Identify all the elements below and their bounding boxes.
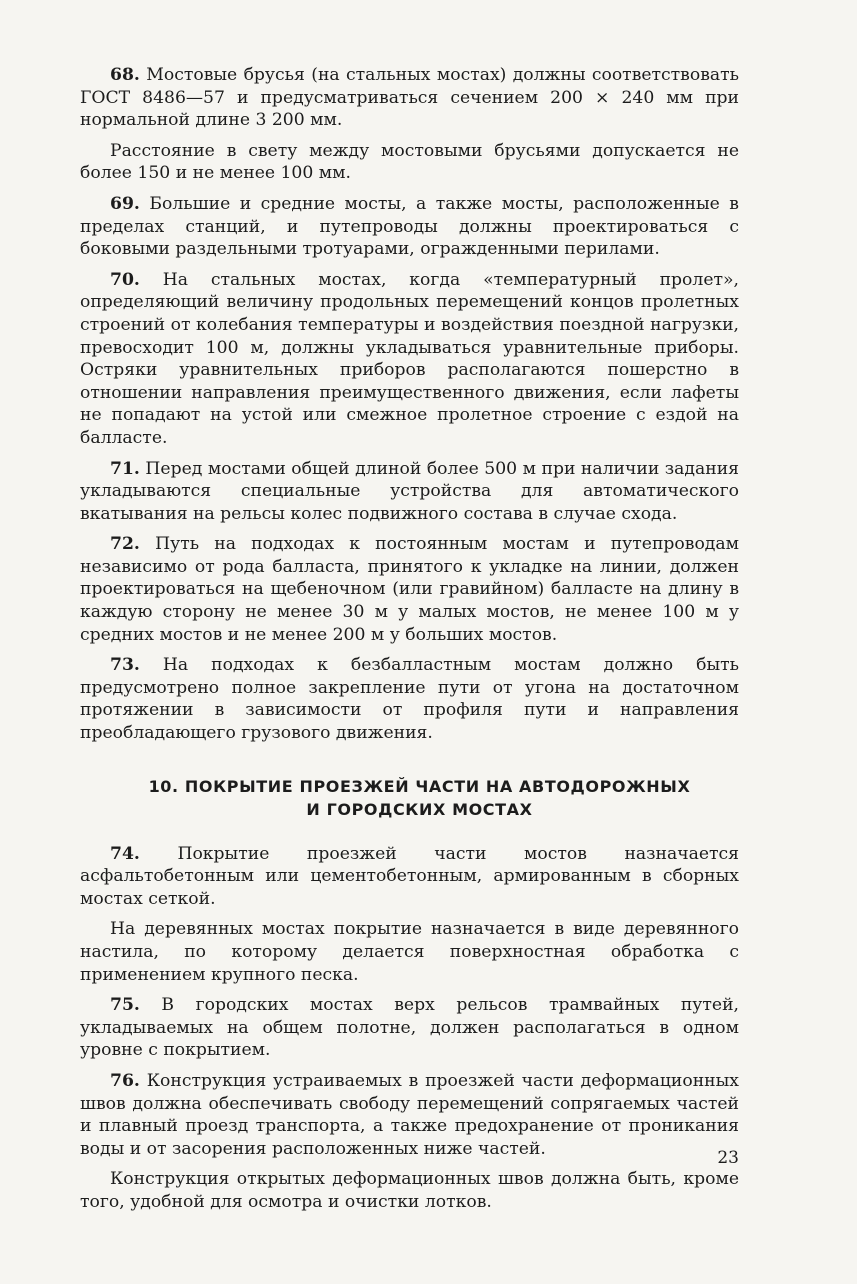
paragraph-text: Покрытие проезжей части мостов назначается асфальтобетонным или цементобетонным, армированным в сборных мостах сеткой. — [80, 843, 739, 909]
paragraph-text: Конструкция открытых деформационных швов должна быть, кроме того, удобной для осмотра и очистки лотков. — [80, 1169, 739, 1212]
paragraph-text: Перед мостами общей длиной более 500 м при наличии задания укладываются специальные устройства для автоматического вкатывания на рельсы колес подвижного состава в случае схода. — [80, 458, 739, 524]
section-heading-line-2: И ГОРОДСКИХ МОСТАХ — [306, 799, 533, 819]
paragraph-74 — [80, 843, 739, 911]
paragraph-text: Мостовые брусья (на стальных мостах) должны соответствовать ГОСТ 8486—57 и предусматриваться сечением 200 × 240 мм при нормальной длине 3 200 мм. — [80, 65, 739, 131]
section-top — [80, 64, 739, 745]
paragraph-number: 69. — [110, 193, 140, 214]
paragraph-text: Конструкция устраиваемых в проезжей части деформационных швов должна обеспечивать свободу перемещений сопрягаемых частей и плавный проезд транспорта, а также предохранение от проникания воды и от засорения расположенных ниже частей. — [80, 1070, 739, 1159]
section-heading — [80, 775, 739, 821]
paragraph-68 — [80, 64, 739, 132]
paragraph-69 — [80, 193, 739, 261]
paragraph-number: 74. — [110, 843, 140, 864]
paragraph-text: На стальных мостах, когда «температурный пролет», определяющий величину продольных перемещений концов пролетных строений от колебания температуры и воздействия поездной нагрузки, превосходит 100 м, должны укладываться уравнительные приборы. Остряки уравнительных приборов располагаются пошерстно в отношении направления преимущественного движения, если лафеты не попадают на устой или смежное пролетное строение с ездой на балласте. — [80, 269, 739, 448]
paragraph-number: 75. — [110, 995, 140, 1016]
paragraph-76-continued — [80, 1168, 739, 1213]
paragraph-number: 72. — [110, 534, 140, 555]
section-heading-line-1: 10. ПОКРЫТИЕ ПРОЕЗЖЕЙ ЧАСТИ НА АВТОДОРОЖНЫХ — [148, 776, 691, 796]
page-number: 23 — [717, 1148, 739, 1168]
paragraph-number: 70. — [110, 269, 140, 290]
paragraph-70 — [80, 269, 739, 450]
paragraph-number: 76. — [110, 1070, 140, 1091]
paragraph-75 — [80, 994, 739, 1062]
paragraph-text: Путь на подходах к постоянным мостам и путепроводам независимо от рода балласта, принятого к укладке на линии, должен проектироваться на щебеночном (или гравийном) балласте на длину в каждую сторону не менее 30 м у малых мостов, не менее 100 м у средних мостов и не менее 200 м у больших мостов. — [80, 534, 739, 645]
paragraph-73 — [80, 654, 739, 744]
paragraph-text: Расстояние в свету между мостовыми брусьями допускается не более 150 и не менее 100 мм. — [80, 140, 739, 184]
section-bottom — [80, 843, 739, 1214]
paragraph-74-continued — [80, 918, 739, 986]
paragraph-68-continued — [80, 140, 739, 185]
paragraph-number: 68. — [110, 65, 140, 85]
paragraph-number: 73. — [110, 655, 140, 676]
paragraph-71 — [80, 458, 739, 526]
paragraph-text: На подходах к безбалластным мостам должно быть предусмотрено полное закрепление пути от угона на достаточном протяжении в зависимости от профиля пути и направления преобладающего грузового движения. — [80, 655, 739, 744]
paragraph-number: 71. — [110, 458, 140, 479]
paragraph-text: На деревянных мостах покрытие назначается в виде деревянного настила, по которому делается поверхностная обработка с применением крупного песка. — [80, 919, 739, 985]
paragraph-76 — [80, 1070, 739, 1160]
paragraph-text: Большие и средние мосты, а также мосты, расположенные в пределах станций, и путепроводы должны проектироваться с боковыми раздельными тротуарами, огражденными перилами. — [80, 193, 739, 260]
paragraph-text: В городских мостах верх рельсов трамвайных путей, укладываемых на общем полотне, должен располагаться в одном уровне с покрытием. — [80, 995, 739, 1061]
paragraph-72 — [80, 533, 739, 646]
